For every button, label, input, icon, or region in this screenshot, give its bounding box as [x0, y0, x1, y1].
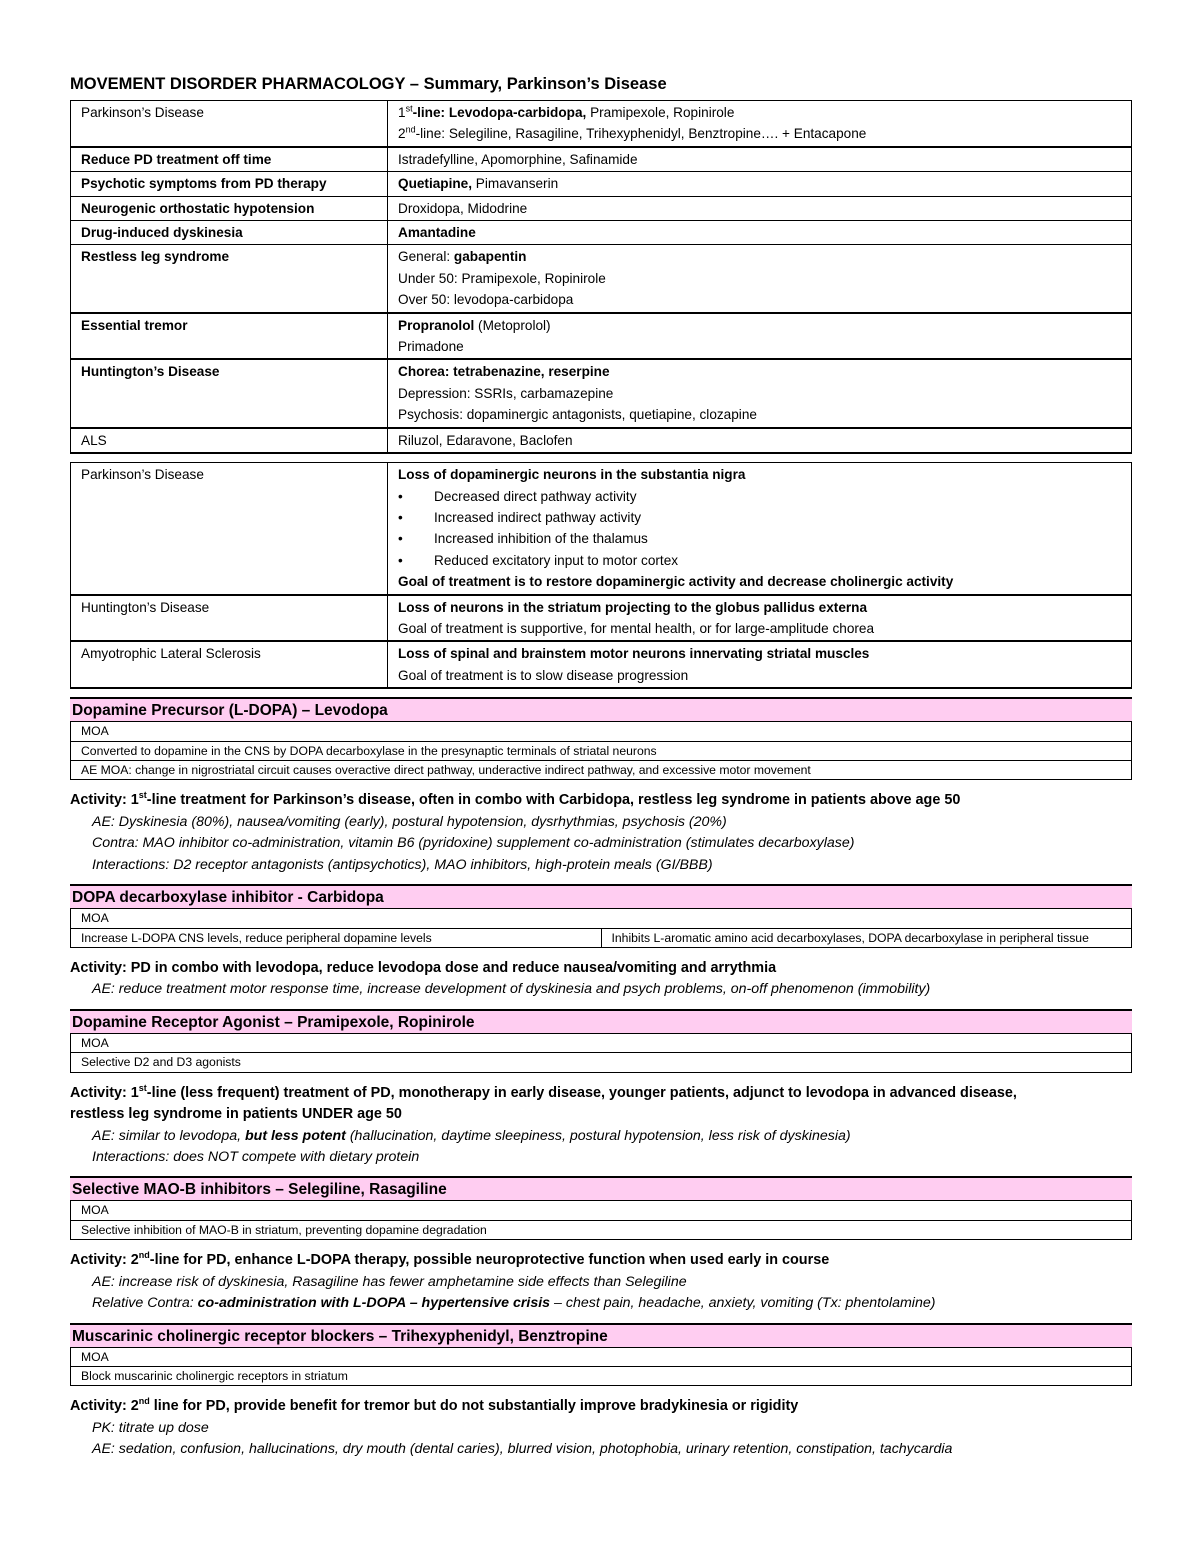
moa-text: Selective D2 and D3 agonists [71, 1053, 1132, 1072]
table-row [71, 245, 1132, 313]
agonist-ae: AE: similar to levodopa, but less potent (hallucination, daytime sleepiness, postural hypotension, less risk of dyskinesia) [92, 1127, 851, 1144]
row-value: General: gabapentin Under 50: Pramipexole, Ropinirole Over 50: levodopa-carbidopa [388, 245, 1132, 313]
list-item: • Reduced excitatory input to motor cortex [398, 550, 1121, 571]
list-item: • Increased indirect pathway activity [398, 507, 1121, 528]
carbidopa-moa-table [70, 908, 1132, 948]
row-value: Propranolol (Metoprolol) Primadone [388, 313, 1132, 360]
muscarinic-activity: Activity: 2nd line for PD, provide benefit for tremor but do not substantially improve bradykinesia or rigidity [70, 1396, 799, 1415]
row-label: Restless leg syndrome [71, 245, 388, 313]
moa-label: MOA [71, 1201, 1132, 1220]
row-value: 1st-line: Levodopa-carbidopa, Pramipexole, Ropinirole 2nd-line: Selegiline, Rasagiline, Trihexyphenidyl, Benztropine…. + Entacapone [388, 101, 1132, 147]
muscarinic-header: Muscarinic cholinergic receptor blockers – Trihexyphenidyl, Benztropine [70, 1323, 1132, 1347]
carbidopa-activity: Activity: PD in combo with levodopa, reduce levodopa dose and reduce nausea/vomiting and arrythmia [70, 959, 777, 976]
moa-label: MOA [71, 1347, 1132, 1366]
table-row [71, 172, 1132, 196]
table-row [71, 221, 1132, 245]
table-row [71, 359, 1132, 427]
table-row [71, 101, 1132, 147]
row-label: Reduce PD treatment off time [71, 147, 388, 172]
document-page [70, 74, 1132, 1461]
levodopa-moa-table [70, 721, 1132, 780]
row-value: Istradefylline, Apomorphine, Safinamide [388, 147, 1132, 172]
row-label: Amyotrophic Lateral Sclerosis [71, 641, 388, 688]
row-label: Parkinson’s Disease [71, 101, 388, 147]
table-row [71, 196, 1132, 220]
agonist-header: Dopamine Receptor Agonist – Pramipexole, Ropinirole [70, 1009, 1132, 1033]
list-item: • Decreased direct pathway activity [398, 486, 1121, 507]
muscarinic-moa-table [70, 1347, 1132, 1387]
moa-label: MOA [71, 722, 1132, 741]
row-value: Riluzol, Edaravone, Baclofen [388, 428, 1132, 453]
row-label: Neurogenic orthostatic hypotension [71, 196, 388, 220]
moa-text: Selective inhibition of MAO-B in striatum, preventing dopamine degradation [71, 1220, 1132, 1239]
table-row [71, 313, 1132, 360]
row-value: Loss of neurons in the striatum projecting to the globus pallidus externa Goal of treatment is supportive, for mental health, or for large-amplitude chorea [388, 595, 1132, 642]
muscarinic-pk: PK: titrate up dose [92, 1419, 209, 1436]
carbidopa-ae: AE: reduce treatment motor response time, increase development of dyskinesia and psych problems, on-off phenomenon (immobility) [92, 981, 931, 998]
moa-label: MOA [71, 1033, 1132, 1052]
row-label: Parkinson’s Disease [71, 463, 388, 595]
levodopa-contra: Contra: MAO inhibitor co-administration, vitamin B6 (pyridoxine) supplement co-administration (stimulates decarboxylase) [92, 835, 855, 852]
row-label: Psychotic symptoms from PD therapy [71, 172, 388, 196]
title-main: MOVEMENT DISORDER PHARMACOLOGY [70, 75, 406, 93]
page-title [70, 74, 1132, 94]
maob-ae: AE: increase risk of dyskinesia, Rasagiline has fewer amphetamine side effects than Selegiline [92, 1273, 687, 1290]
row-label: Huntington’s Disease [71, 595, 388, 642]
levodopa-interactions: Interactions: D2 receptor antagonists (antipsychotics), MAO inhibitors, high-protein meals (GI/BBB) [92, 856, 713, 873]
agonist-interactions: Interactions: does NOT compete with dietary protein [92, 1149, 420, 1166]
ae-moa-text: AE MOA: change in nigrostriatal circuit causes overactive direct pathway, underactive indirect pathway, and excessive motor movement [71, 760, 1132, 779]
levodopa-activity: Activity: 1st-line treatment for Parkinson’s disease, often in combo with Carbidopa, restless leg syndrome in patients above age 50 [70, 790, 961, 809]
row-value: Chorea: tetrabenazine, reserpine Depression: SSRIs, carbamazepine Psychosis: dopaminergic antagonists, quetiapine, clozapine [388, 359, 1132, 427]
carbidopa-header: DOPA decarboxylase inhibitor - Carbidopa [70, 884, 1132, 908]
list-item: • Increased inhibition of the thalamus [398, 528, 1121, 549]
moa-text-left: Increase L-DOPA CNS levels, reduce peripheral dopamine levels [71, 928, 602, 947]
table-row [71, 428, 1132, 453]
moa-text: Block muscarinic cholinergic receptors in striatum [71, 1366, 1132, 1385]
row-label: Huntington’s Disease [71, 359, 388, 427]
row-label: Essential tremor [71, 313, 388, 360]
row-value: Loss of spinal and brainstem motor neurons innervating striatal muscles Goal of treatment is to slow disease progression [388, 641, 1132, 688]
summary-table [70, 100, 1132, 454]
levodopa-header: Dopamine Precursor (L-DOPA) – Levodopa [70, 697, 1132, 721]
muscarinic-ae: AE: sedation, confusion, hallucinations, dry mouth (dental caries), blurred vision, photophobia, urinary retention, constipation, tachycardia [92, 1441, 953, 1458]
row-value: Quetiapine, Pimavanserin [388, 172, 1132, 196]
agonist-activity: Activity: 1st-line (less frequent) treatment of PD, monotherapy in early disease, younger patients, adjunct to levodopa in advanced disease, restless leg syndrome in patients UNDER age 50 [70, 1082, 1017, 1123]
row-value: Droxidopa, Midodrine [388, 196, 1132, 220]
moa-text: Converted to dopamine in the CNS by DOPA decarboxylase in the presynaptic terminals of striatal neurons [71, 741, 1132, 760]
maob-header: Selective MAO-B inhibitors – Selegiline, Rasagiline [70, 1176, 1132, 1200]
table-row [71, 463, 1132, 595]
levodopa-ae: AE: Dyskinesia (80%), nausea/vomiting (early), postural hypotension, dysrhythmias, psychosis (20%) [92, 813, 727, 830]
row-label: ALS [71, 428, 388, 453]
table-row [71, 147, 1132, 172]
agonist-moa-table [70, 1033, 1132, 1073]
row-label: Drug-induced dyskinesia [71, 221, 388, 245]
row-value: Amantadine [388, 221, 1132, 245]
table-row [71, 641, 1132, 688]
maob-activity: Activity: 2nd-line for PD, enhance L-DOPA therapy, possible neuroprotective function when used early in course [70, 1250, 830, 1269]
pathology-table [70, 462, 1132, 689]
title-subtitle: Summary, Parkinson’s Disease [423, 75, 667, 93]
maob-moa-table [70, 1200, 1132, 1240]
moa-label: MOA [71, 909, 1132, 928]
table-row [71, 595, 1132, 642]
moa-text-right: Inhibits L-aromatic amino acid decarboxylases, DOPA decarboxylase in peripheral tissue [601, 928, 1132, 947]
row-value: Loss of dopaminergic neurons in the substantia nigra • Decreased direct pathway activity • Increased indirect pathway activity • Increased inhibition of the thalamus • Reduced excitatory input to motor cortex Goal of treatment is to restore dopaminergic activity and decrease cholinergic activity [388, 463, 1132, 595]
title-separator: – [405, 75, 424, 93]
maob-contra: Relative Contra: co-administration with L-DOPA – hypertensive crisis – chest pain, headache, anxiety, vomiting (Tx: phentolamine) [92, 1295, 936, 1312]
